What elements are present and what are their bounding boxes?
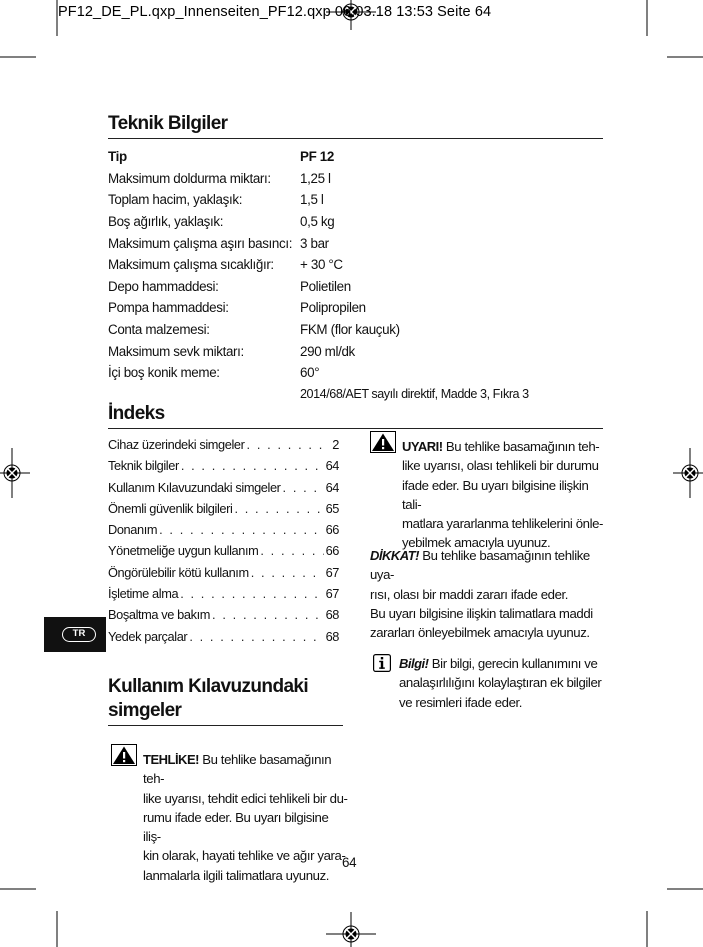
caution-text-line: Bu uyarı bilgisine ilişkin talimatlara maddi — [370, 605, 593, 621]
index-entry[interactable] — [108, 501, 339, 522]
index-entry-page: 68 — [325, 628, 339, 644]
dot-leader — [247, 437, 331, 452]
info-keyword: Bilgi! — [399, 656, 429, 671]
spec-row — [108, 362, 603, 384]
warning-text-line: ifade eder. Bu uyarı bilgisine ilişkin tali- — [402, 477, 589, 512]
index-entry[interactable] — [108, 565, 339, 586]
dot-leader — [234, 501, 323, 516]
danger-text-line: like uyarısı, tehdit edici tehlikeli bir du- — [143, 790, 348, 806]
warning-text-line: like uyarısı, olası tehlikeli bir durumu — [402, 458, 599, 474]
warning-keyword: UYARI! — [402, 439, 443, 454]
spec-value: + 30 °C — [300, 257, 343, 273]
caution-notice — [370, 546, 610, 642]
spec-label: Maksimum çalışma aşırı basıncı: — [108, 235, 293, 251]
registration-mark-bottom — [326, 912, 376, 947]
index-list — [108, 437, 339, 650]
spec-row — [108, 168, 603, 190]
spec-header-label: Tip — [108, 149, 127, 165]
spec-value: 1,5 l — [300, 192, 324, 208]
spec-value: FKM (flor kauçuk) — [300, 322, 400, 338]
index-divider — [108, 428, 603, 429]
technical-divider — [108, 138, 603, 139]
caution-keyword: DİKKAT! — [370, 548, 419, 563]
symbols-title-line2: simgeler — [108, 700, 182, 721]
info-i-icon — [373, 654, 391, 672]
spec-label: İçi boş konik meme: — [108, 365, 220, 381]
dot-leader — [181, 458, 324, 473]
index-entry[interactable] — [108, 480, 339, 501]
info-notice — [399, 654, 604, 712]
index-entry[interactable] — [108, 629, 339, 650]
danger-keyword: TEHLİKE! — [143, 752, 199, 767]
spec-row — [108, 189, 603, 211]
registration-mark-right — [673, 448, 703, 498]
dot-leader — [260, 543, 323, 558]
spec-value: 3 bar — [300, 235, 329, 251]
spec-row — [108, 340, 603, 362]
symbols-divider — [108, 725, 343, 726]
page-number: 64 — [342, 855, 357, 870]
index-entry-page: 64 — [325, 458, 339, 474]
danger-text-line: lanmalarla ilgili talimatlara uyunuz. — [143, 867, 330, 883]
info-text-line: analaşırlılığını kolaylaştıran ek bilgiler — [399, 675, 602, 691]
spec-label: Maksimum doldurma miktarı: — [108, 170, 271, 186]
spec-value: 60° — [300, 365, 320, 381]
index-entry-title: Teknik bilgiler — [108, 458, 179, 474]
warning-triangle-icon — [370, 431, 396, 453]
spec-label: Pompa hammaddesi: — [108, 300, 229, 316]
technical-title: Teknik Bilgiler — [108, 113, 228, 134]
index-entry-title: Yedek parçalar — [108, 628, 188, 644]
danger-notice — [143, 750, 348, 885]
spec-label: Boş ağırlık, yaklaşık: — [108, 214, 224, 230]
spec-label: Conta malzemesi: — [108, 322, 210, 338]
warning-text-line: matlara yararlanma tehlikelerini önle- — [402, 516, 604, 532]
spec-header-value: PF 12 — [300, 149, 334, 165]
symbols-title-line1: Kullanım Kılavuzundaki — [108, 676, 309, 697]
spec-row — [108, 211, 603, 233]
spec-row — [108, 297, 603, 319]
spec-value: 0,5 kg — [300, 214, 335, 230]
dot-leader — [251, 565, 324, 580]
caution-text-line: rısı, olası bir maddi zararı ifade eder. — [370, 586, 569, 602]
index-entry[interactable] — [108, 522, 339, 543]
index-entry-title: Donanım — [108, 522, 158, 538]
index-entry-page: 2 — [332, 437, 339, 452]
symbols-title — [108, 675, 343, 723]
spec-value: Polietilen — [300, 278, 351, 294]
danger-text: Bu tehlike basamağının teh- — [143, 752, 332, 787]
spec-label: Maksimum sevk miktarı: — [108, 343, 244, 359]
index-entry[interactable] — [108, 437, 339, 458]
index-entry-page: 67 — [325, 586, 339, 602]
danger-text-line: kin olarak, hayati tehlike ve ağır yara- — [143, 848, 346, 864]
index-entry-page: 68 — [325, 607, 339, 623]
spec-row — [108, 319, 603, 341]
index-entry-page: 67 — [325, 564, 339, 580]
dot-leader — [189, 629, 323, 644]
caution-text: Bu tehlike basamağının tehlike uya- — [370, 548, 590, 583]
spec-row — [108, 276, 603, 298]
index-entry[interactable] — [108, 458, 339, 479]
index-entry-page: 64 — [325, 479, 339, 495]
spec-row — [108, 232, 603, 254]
index-entry-page: 66 — [325, 522, 339, 538]
warning-notice — [402, 437, 607, 553]
spec-value: 290 ml/dk — [300, 343, 355, 359]
info-text: Bir bilgi, gerecin kullanımını ve — [428, 656, 598, 671]
danger-text-line: rumu ifade eder. Bu uyarı bilgisine iliş- — [143, 809, 329, 845]
dot-leader — [283, 480, 324, 495]
spec-label: Depo hammaddesi: — [108, 278, 219, 294]
language-tab-label: TR — [62, 627, 96, 642]
index-entry[interactable] — [108, 607, 339, 628]
dot-leader — [212, 607, 324, 622]
spec-label: Maksimum çalışma sıcaklığır: — [108, 257, 274, 273]
warning-triangle-icon — [111, 744, 137, 766]
index-entry-page: 65 — [325, 500, 339, 516]
index-entry[interactable] — [108, 586, 339, 607]
print-slug: PF12_DE_PL.qxp_Innenseiten_PF12.qxp 06.03.18 13:53 Seite 64 — [58, 4, 492, 20]
dot-leader — [180, 586, 323, 601]
directive-note: 2014/68/AET sayılı direktif, Madde 3, Fıkra 3 — [300, 386, 529, 401]
spec-header-row — [108, 146, 603, 168]
spec-value: Polipropilen — [300, 300, 366, 316]
index-entry[interactable] — [108, 543, 339, 564]
warning-text: Bu tehlike basamağının teh- — [442, 439, 600, 454]
warning-text-line: yebilmek amacıyla uyunuz. — [402, 535, 551, 551]
index-entry-page: 66 — [325, 543, 339, 559]
registration-mark-left — [0, 448, 30, 498]
index-entry-title: İşletime alma — [108, 586, 179, 602]
index-title: İndeks — [108, 403, 165, 424]
spec-row — [108, 254, 603, 276]
index-entry-title: Boşaltma ve bakım — [108, 607, 211, 623]
index-entry-title: Yönetmeliğe uygun kullanım — [108, 543, 259, 559]
spec-label: Toplam hacim, yaklaşık: — [108, 192, 243, 208]
caution-text-line: zararları önleyebilmek amacıyla uyunuz. — [370, 625, 590, 641]
info-text-line: ve resimleri ifade eder. — [399, 694, 523, 710]
spec-table — [108, 146, 603, 405]
dot-leader — [159, 522, 323, 537]
index-entry-title: Cihaz üzerindeki simgeler — [108, 437, 245, 452]
index-entry-title: Öngörülebilir kötü kullanım — [108, 564, 249, 580]
spec-value: 1,25 l — [300, 170, 331, 186]
index-entry-title: Kullanım Kılavuzundaki simgeler — [108, 479, 281, 495]
index-entry-title: Önemli güvenlik bilgileri — [108, 500, 233, 516]
